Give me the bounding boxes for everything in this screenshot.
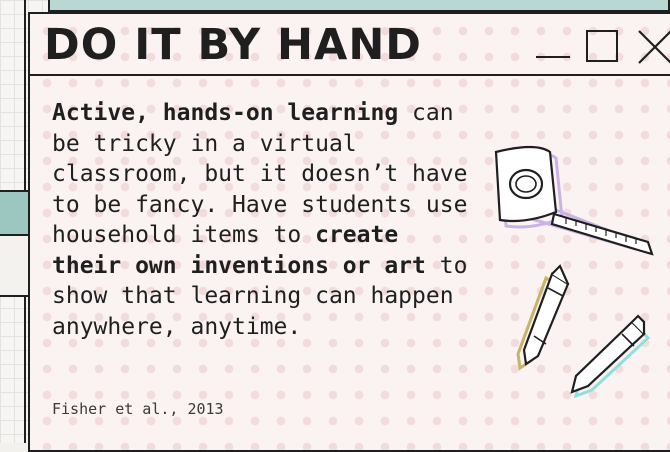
- tape-measure-icon: [488, 142, 664, 260]
- bold-phrase-inventions: create their own inventions or art: [52, 222, 426, 279]
- bold-phrase-active-learning: Active, hands-on learning: [52, 100, 399, 126]
- window-title: DO IT BY HAND: [44, 20, 422, 70]
- maximize-icon[interactable]: [582, 24, 624, 68]
- window-controls: [530, 24, 670, 68]
- body-paragraph: [52, 98, 472, 342]
- title-bar: [30, 14, 670, 76]
- background-window-top: [48, 0, 670, 12]
- citation: Fisher et al., 2013: [52, 400, 224, 418]
- info-window: [28, 12, 670, 452]
- close-icon[interactable]: [632, 24, 670, 68]
- body-text-1: can be tricky in a virtual classroom, but it doesn’t have to be fancy. Have students use household items to: [52, 100, 468, 248]
- minimize-icon[interactable]: [530, 24, 576, 68]
- body-text-2: to show that learning can happen anywhere, anytime.: [52, 252, 468, 340]
- close-glyph: [636, 28, 670, 66]
- marker-icon: [560, 312, 654, 398]
